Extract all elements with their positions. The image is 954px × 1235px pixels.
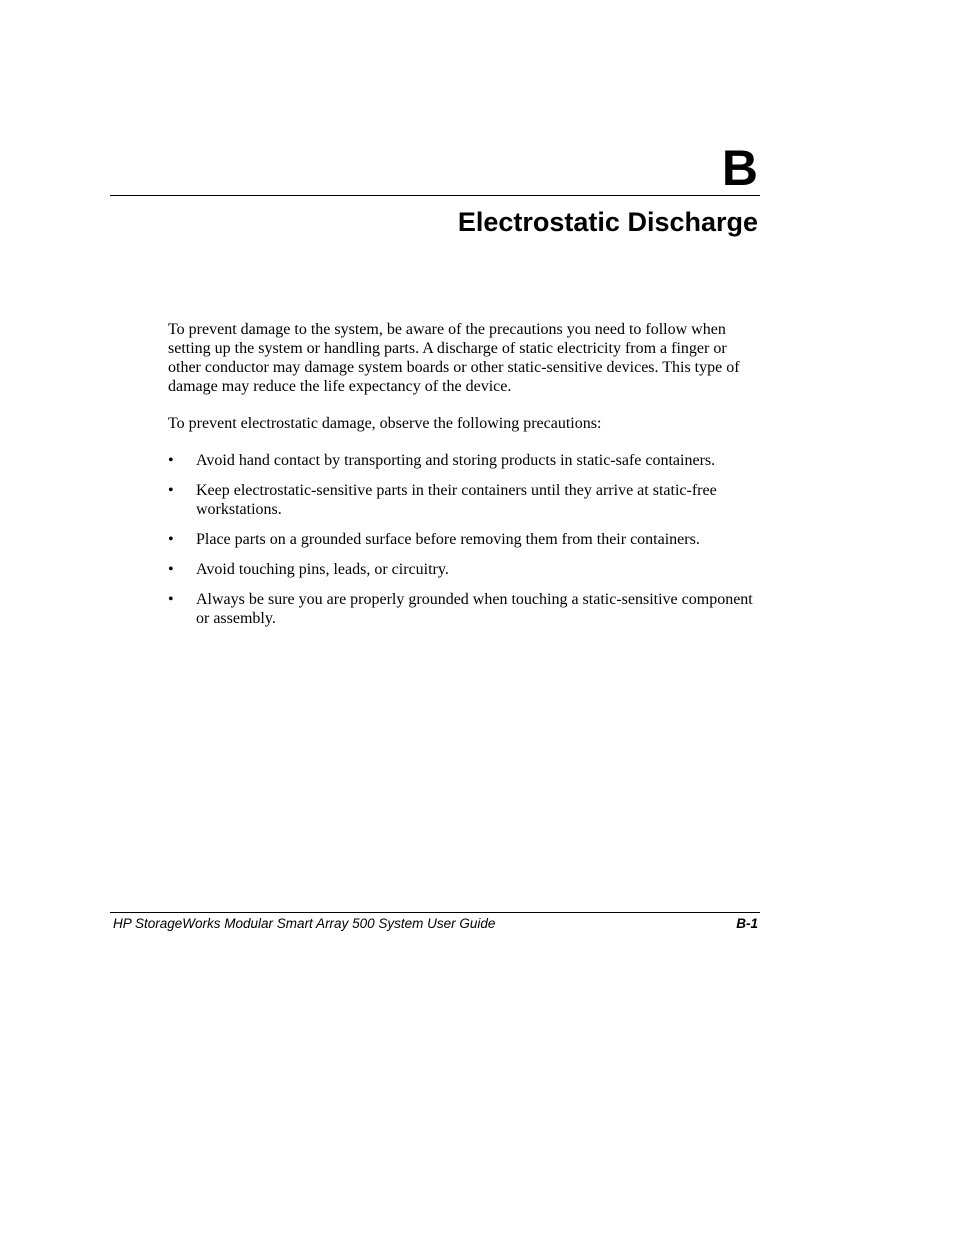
list-item <box>168 451 760 470</box>
footer-rule <box>110 912 760 913</box>
list-item-text: Place parts on a grounded surface before removing them from their containers. <box>196 531 700 548</box>
bullet-icon: • <box>168 561 174 578</box>
list-item <box>168 530 760 549</box>
chapter-letter: B <box>721 140 758 196</box>
list-item <box>168 590 760 628</box>
list-item <box>168 481 760 519</box>
lead-paragraph: To prevent electrostatic damage, observe the following precautions: <box>168 415 602 432</box>
bullet-icon: • <box>168 591 174 608</box>
bullet-icon: • <box>168 482 174 499</box>
list-item-text: Always be sure you are properly grounded when touching a static-sensitive component or assembly. <box>196 591 753 627</box>
list-item <box>168 560 760 579</box>
body-content <box>168 320 760 639</box>
bullet-icon: • <box>168 531 174 548</box>
list-item-text: Keep electrostatic-sensitive parts in their containers until they arrive at static-free workstations. <box>196 482 717 518</box>
footer-guide-title: HP StorageWorks Modular Smart Array 500 System User Guide <box>113 916 496 931</box>
header-rule <box>110 195 760 196</box>
list-item-text: Avoid touching pins, leads, or circuitry. <box>196 561 449 578</box>
intro-paragraph: To prevent damage to the system, be aware of the precautions you need to follow when setting up the system or handling parts. A discharge of static electricity from a finger or other conductor may damage system boards or other static-sensitive devices. This type of damage may reduce the life expectancy of the device. <box>168 321 740 395</box>
precaution-list <box>168 451 760 628</box>
list-item-text: Avoid hand contact by transporting and storing products in static-safe containers. <box>196 452 716 469</box>
bullet-icon: • <box>168 452 174 469</box>
footer-page-number: B-1 <box>736 916 758 931</box>
chapter-title: Electrostatic Discharge <box>457 207 758 237</box>
